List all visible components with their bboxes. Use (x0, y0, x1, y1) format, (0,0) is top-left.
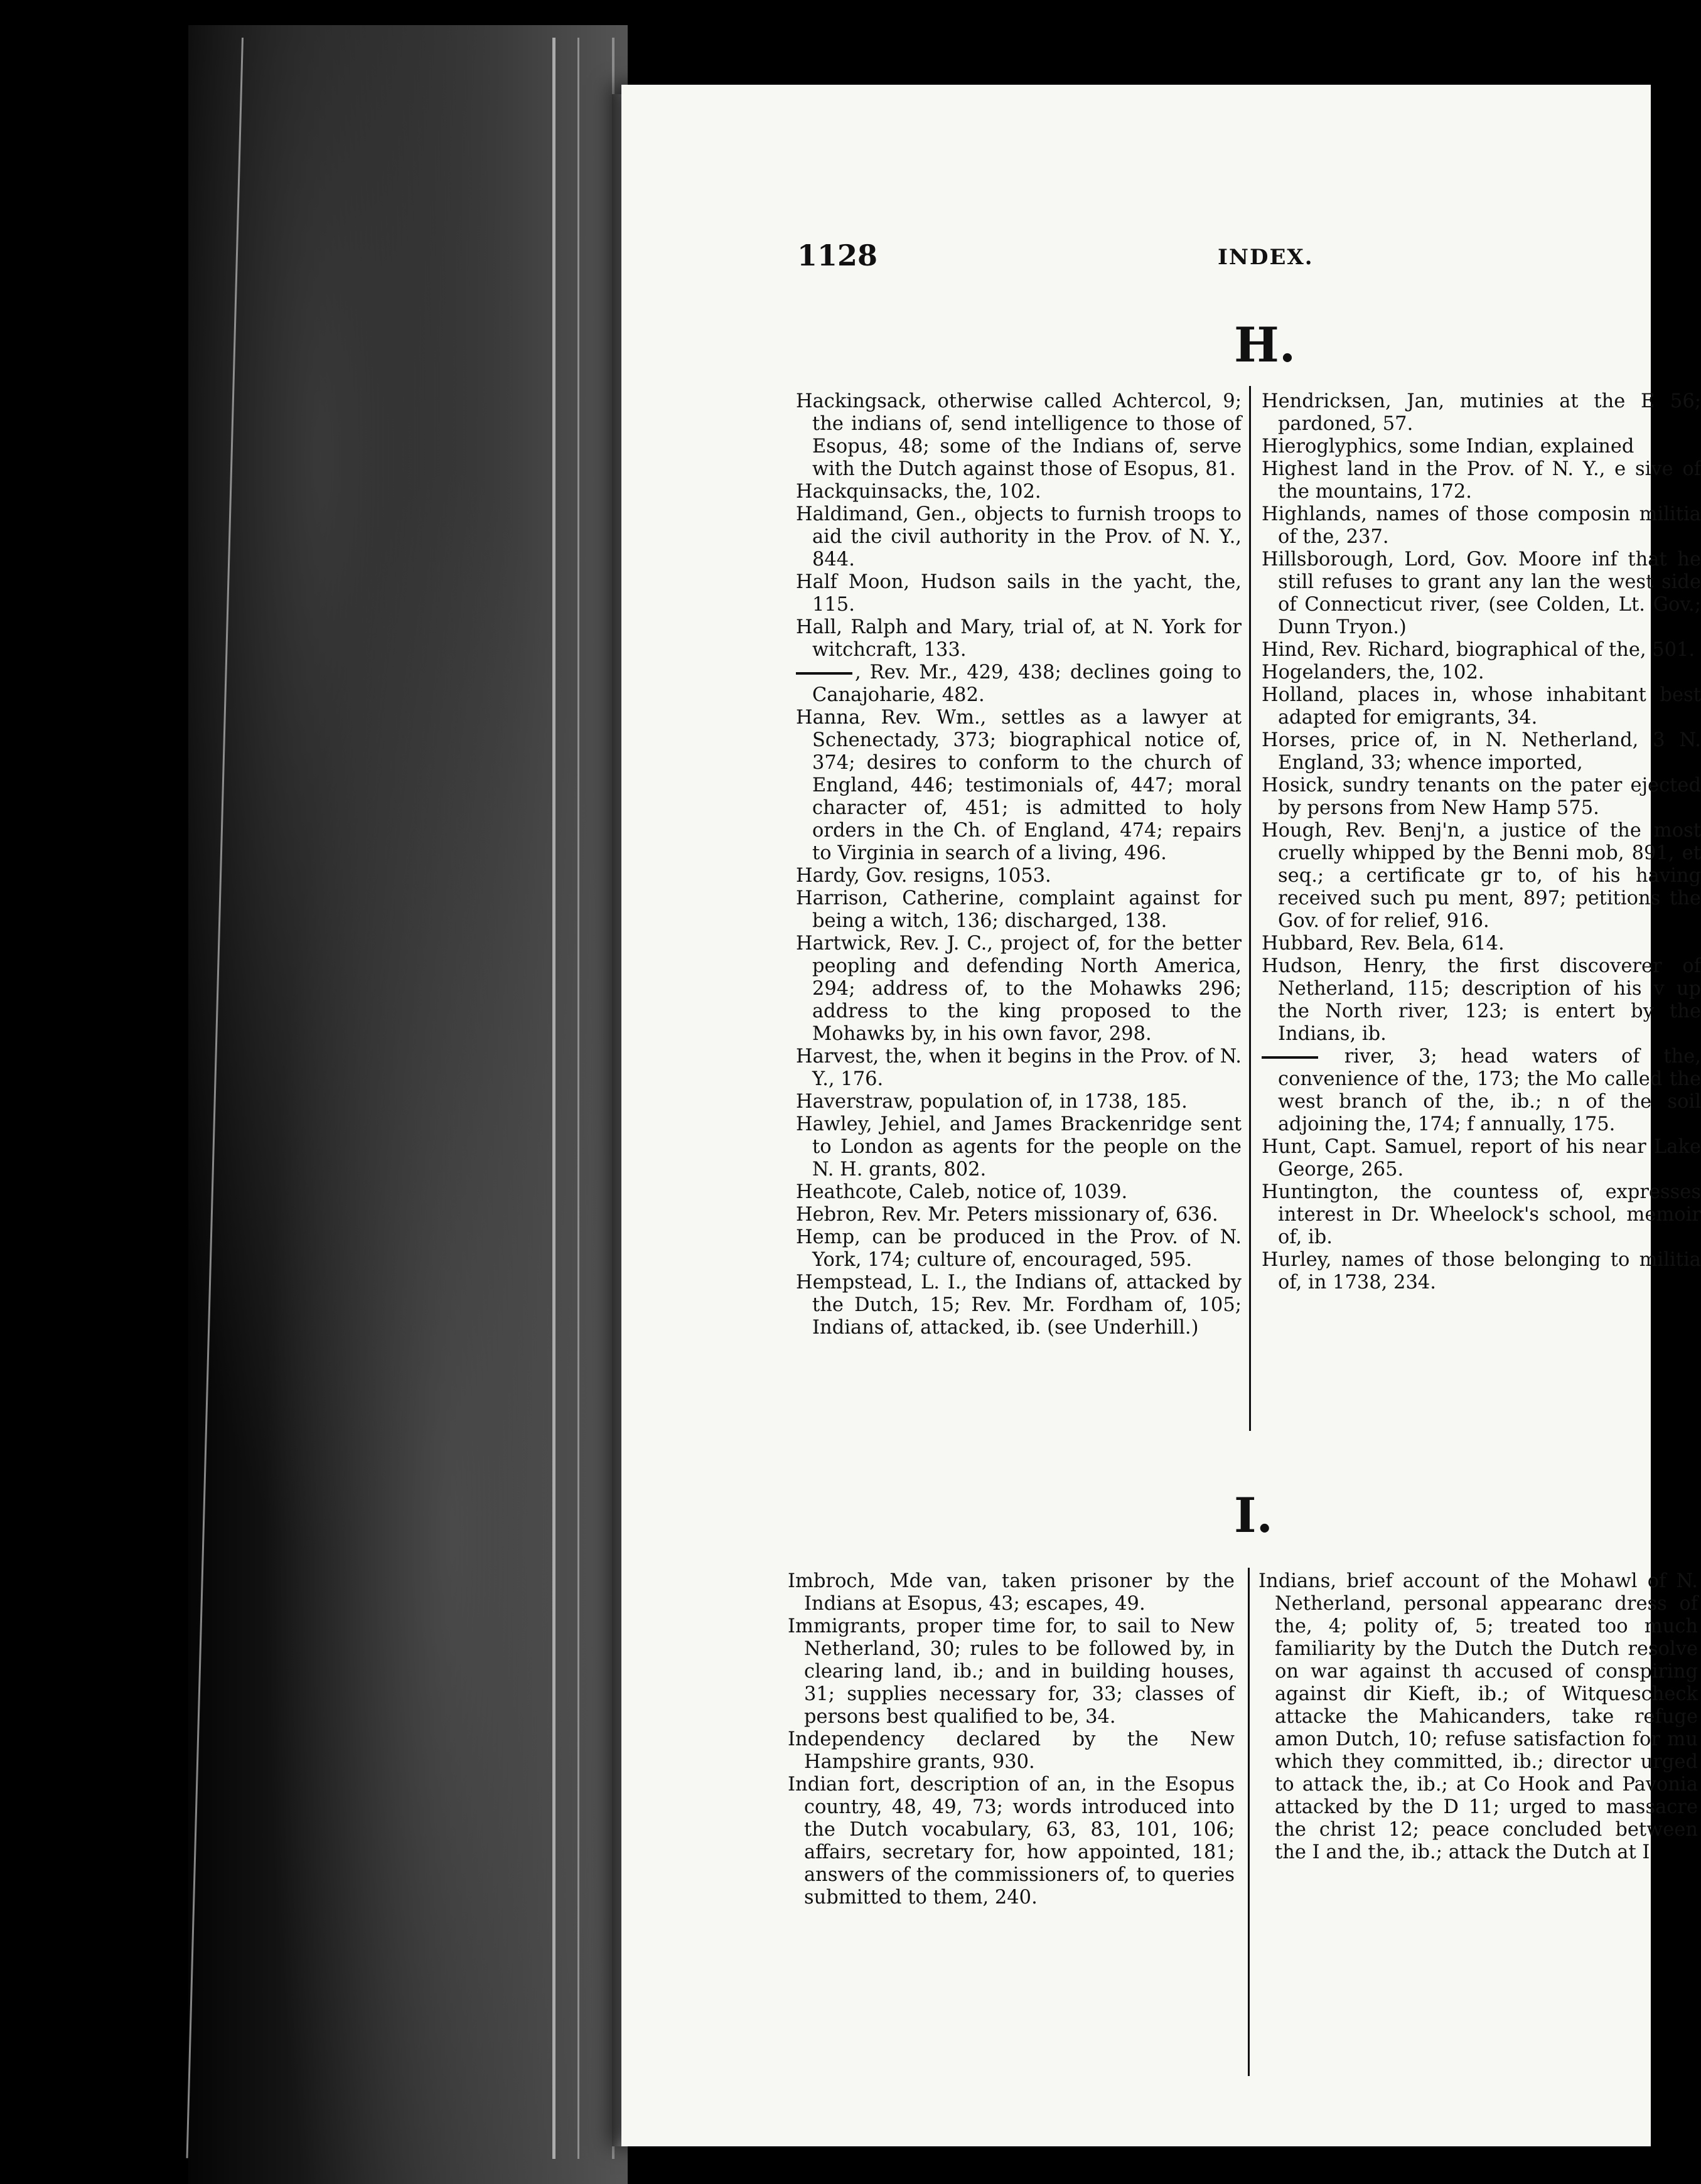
index-entry (1262, 639, 1701, 661)
repeat-dash (796, 672, 852, 675)
page-edge-line (577, 38, 579, 2159)
page-header (797, 238, 1651, 276)
index-entry-text: Hogelanders, the, 102. (1262, 661, 1484, 683)
index-entry (1262, 503, 1701, 549)
index-entry (1262, 774, 1701, 820)
index-entry (1262, 390, 1701, 436)
index-entry (788, 1615, 1235, 1728)
page-edge-line (552, 38, 555, 2159)
index-entry-text: Indians, brief account of the Mohawl of N. Netherland, personal appearanc dress of the, 4; polity of, 5; treated too much familiarity by the Dutch the Dutch resolve on war against th accused of conspiring against dir Kieft, ib.; of Witquescheck attacke the Mahicanders, take refuge amon Dutch, 10; refuse satisfaction for mu which they committed, ib.; director urged to attack the, ib.; at Co Hook and Pavonia attacked by the D 11; urged to massacre the christ 12; peace concluded between the I and the, ib.; attack the Dutch at I (1258, 1570, 1698, 1863)
index-entry (1262, 436, 1701, 458)
index-column-h-right (1262, 390, 1701, 1294)
index-column-i-right (1258, 1570, 1698, 1864)
index-entry-text: Hackingsack, otherwise called Achtercol, 9; the indians of, send intelligence to those of Esopus, 48; some of the Indians of, serve with the Dutch against those of Esopus, 81. (796, 390, 1242, 480)
index-entry (1262, 1136, 1701, 1181)
index-entry (796, 481, 1242, 503)
index-entry (796, 1204, 1242, 1226)
index-entry-text: Highlands, names of those composin militia of the, 237. (1262, 503, 1701, 548)
index-entry-text: Hebron, Rev. Mr. Peters missionary of, 636. (796, 1204, 1218, 1226)
running-head: INDEX. (1218, 245, 1314, 270)
index-entry (796, 1181, 1242, 1204)
index-entry-text: Holland, places in, whose inhabitant best adapted for emigrants, 34. (1262, 684, 1701, 729)
index-entry-text: Hanna, Rev. Wm., settles as a lawyer at Schenectady, 373; biographical notice of, 374; desires to conform to the church of England, 446; testimonials of, 447; moral character of, 451; is admitted to holy orders in the Ch. of England, 474; repairs to Virginia in search of a living, 496. (796, 707, 1242, 864)
index-entry (1262, 458, 1701, 503)
index-entry-text: Indian fort, description of an, in the Esopus country, 48, 49, 73; words introduced into the Dutch vocabulary, 63, 83, 101, 106; affairs, secretary for, how appointed, 181; answers of the commissioners of, to queries submitted to them, 240. (788, 1774, 1235, 1908)
index-entry-text: Harrison, Catherine, complaint against for being a witch, 136; discharged, 138. (796, 887, 1242, 932)
index-entry-text: Half Moon, Hudson sails in the yacht, the, 115. (796, 571, 1242, 616)
index-entry (1262, 729, 1701, 774)
index-entry (796, 1046, 1242, 1091)
index-entry (796, 503, 1242, 571)
index-entry (1258, 1570, 1698, 1864)
index-entry (796, 887, 1242, 933)
index-entry (788, 1774, 1235, 1909)
index-entry-text: Hudson, Henry, the first discoverer of Netherland, 115; description of his v up the North river, 123; is entert by the Indians, ib. (1262, 955, 1701, 1045)
page-number: 1128 (797, 238, 878, 272)
repeat-dash (1262, 1056, 1318, 1059)
index-entry (788, 1728, 1235, 1774)
index-entry (796, 933, 1242, 1046)
index-entry (1262, 1046, 1701, 1136)
index-entry (788, 1570, 1235, 1615)
index-entry (796, 390, 1242, 481)
index-entry-text: Hemp, can be produced in the Prov. of N. York, 174; culture of, encouraged, 595. (796, 1226, 1242, 1271)
index-entry (796, 707, 1242, 865)
index-entry (796, 1226, 1242, 1271)
index-entry-text: Hieroglyphics, some Indian, explained (1262, 436, 1634, 458)
section-letter-i: I. (1234, 1487, 1274, 1543)
index-entry (1262, 1181, 1701, 1249)
column-rule (1248, 1568, 1250, 2076)
index-entry-text: Hosick, sundry tenants on the pater ejected by persons from New Hamp 575. (1262, 774, 1701, 819)
index-entry-text: Hackquinsacks, the, 102. (796, 481, 1041, 503)
index-entry-text: Imbroch, Mde van, taken prisoner by the Indians at Esopus, 43; escapes, 49. (788, 1570, 1235, 1615)
index-entry-text: Haverstraw, population of, in 1738, 185. (796, 1091, 1188, 1113)
index-entry (796, 1091, 1242, 1113)
index-entry-text: Hempstead, L. I., the Indians of, attacked by the Dutch, 15; Rev. Mr. Fordham of, 105; Indians of, attacked, ib. (see Underhill.) (796, 1271, 1242, 1339)
index-entry (796, 1271, 1242, 1339)
index-entry-text: Hardy, Gov. resigns, 1053. (796, 865, 1051, 887)
index-entry (1262, 684, 1701, 729)
index-entry (796, 616, 1242, 661)
index-column-h-left (796, 390, 1242, 1339)
index-entry (796, 865, 1242, 887)
index-entry (796, 1113, 1242, 1181)
index-entry-text: Heathcote, Caleb, notice of, 1039. (796, 1181, 1128, 1203)
index-entry-text: Hillsborough, Lord, Gov. Moore inf that he still refuses to grant any lan the west side of Connecticut river, (see Colden, Lt. Gov.; Dunn Tryon.) (1262, 549, 1701, 638)
index-entry-text: Hough, Rev. Benj'n, a justice of the most cruelly whipped by the Benni mob, 891, et seq.; a certificate gr to, of his having received such pu ment, 897; petitions the Gov. of for relief, 916. (1262, 820, 1701, 932)
index-entry-text: Highest land in the Prov. of N. Y., e sive of the mountains, 172. (1262, 458, 1701, 503)
index-entry (1262, 933, 1701, 955)
index-entry-text: Haldimand, Gen., objects to furnish troops to aid the civil authority in the Prov. of N. Y., 844. (796, 503, 1242, 570)
index-entry-text: Hendricksen, Jan, mutinies at the E 56; pardoned, 57. (1262, 390, 1701, 435)
section-letter-h: H. (1234, 317, 1296, 373)
index-entry-text: Hall, Ralph and Mary, trial of, at N. York for witchcraft, 133. (796, 616, 1242, 661)
index-column-i-left (788, 1570, 1235, 1909)
index-entry (796, 661, 1242, 707)
index-entry (1262, 549, 1701, 639)
index-entry-text: Hurley, names of those belonging to militia of, in 1738, 234. (1262, 1249, 1701, 1293)
index-entry (1262, 955, 1701, 1046)
index-entry-text: Hawley, Jehiel, and James Brackenridge sent to London as agents for the people on the N. H. grants, 802. (796, 1113, 1242, 1180)
index-entry (1262, 661, 1701, 684)
index-entry-text: Hind, Rev. Richard, biographical of the, 501. (1262, 639, 1695, 661)
index-entry-text: Hunt, Capt. Samuel, report of his near Lake George, 265. (1262, 1136, 1701, 1180)
index-entry-text: , Rev. Mr., 429, 438; declines going to Canajoharie, 482. (812, 661, 1242, 706)
index-entry-text: Hartwick, Rev. J. C., project of, for the better peopling and defending North America, 294; address of, to the Mohawks 296; address to the king proposed to the Mohawks by, in his own favor, 298. (796, 933, 1242, 1045)
column-rule (1249, 386, 1251, 1431)
index-entry (796, 571, 1242, 616)
index-entry-text: Harvest, the, when it begins in the Prov. of N. Y., 176. (796, 1046, 1242, 1090)
index-entry (1262, 1249, 1701, 1294)
facing-page-edge (188, 25, 628, 2184)
index-entry-text: Hubbard, Rev. Bela, 614. (1262, 933, 1505, 955)
index-entry-text: Huntington, the countess of, expresses interest in Dr. Wheelock's school, memoir of, ib. (1262, 1181, 1701, 1248)
index-entry-text: river, 3; head waters of the, convenience of the, 173; the Mo called the west branch of the, ib.; n of the soil adjoining the, 174; f annually, 175. (1278, 1046, 1701, 1135)
index-entry-text: Immigrants, proper time for, to sail to New Netherland, 30; rules to be followed by, in clearing land, ib.; and in building houses, 31; supplies necessary for, 33; classes of persons best qualified to be, 34. (788, 1615, 1235, 1728)
index-entry-text: Independency declared by the New Hampshire grants, 930. (788, 1728, 1235, 1773)
index-entry-text: Horses, price of, in N. Netherland, 3 N. England, 33; whence imported, (1262, 729, 1701, 774)
index-entry (1262, 820, 1701, 933)
